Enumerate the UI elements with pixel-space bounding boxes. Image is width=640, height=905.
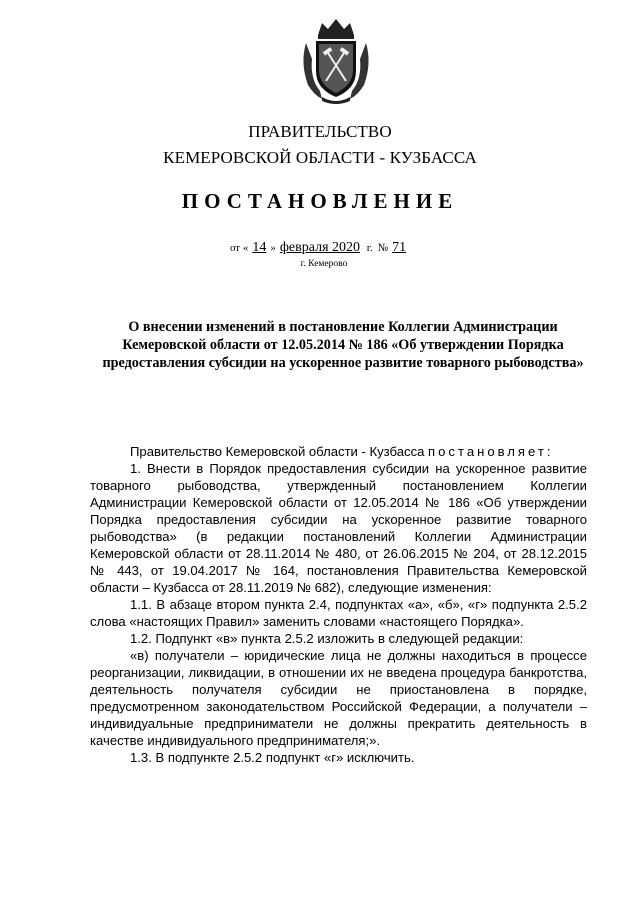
date-day: 14 <box>252 240 267 255</box>
date-year-suffix: г. <box>366 242 373 254</box>
paragraph-1-1: 1.1. В абзаце втором пункта 2.4, подпунктах «а», «б», «г» подпункта 2.5.2 слова «настоящих Правил» заменить словами «настоящего Порядка». <box>90 597 587 629</box>
document-number: 71 <box>392 240 407 255</box>
date-number-line <box>0 240 640 256</box>
intro-paragraph <box>90 443 587 460</box>
city-name: г. Кемерово <box>300 259 348 269</box>
coat-of-arms-emblem <box>296 13 376 105</box>
paragraph-1-2-quote: «в) получатели – юридические лица не должны находиться в процессе реорганизации, ликвидации, в отношении их не введена процедура банкротства, деятельность получателя субсидии не приостановлена в порядке, предусмотренном законодательством Российской Федерации, а получатели – индивидуальные предприниматели не должны прекратить деятельность в качестве индивидуального предпринимателя;». <box>90 648 587 748</box>
document-title: О внесении изменений в постановление Коллегии Администрации Кемеровской области от 12.05.2014 № 186 «Об утверждении Порядка предоставления субсидии на ускоренное развитие товарного рыбоводства» <box>102 319 584 371</box>
paragraph-1-2: 1.2. Подпункт «в» пункта 2.5.2 изложить в следующей редакции: <box>130 631 524 646</box>
number-label: № <box>377 242 389 254</box>
paragraph-1-3: 1.3. В подпункте 2.5.2 подпункт «г» исключить. <box>130 750 415 765</box>
date-month-year: февраля 2020 <box>279 240 361 255</box>
paragraph-1: 1. Внести в Порядок предоставления субсидии на ускоренное развитие товарного рыбоводства, утвержденный постановлением Коллегии Администрации Кемеровской области от 12.05.2014 № 186 «Об утверждении Порядка предоставления субсидии на ускоренное развитие товарного рыбоводства» (в редакции постановлений Коллегии Администрации Кемеровской области от 28.11.2014 № 480, от 26.06.2015 № 204, от 28.12.2015 № 443, от 19.04.2017 № 164, постановления Правительства Кемеровской области – Кузбасса от 28.11.2019 № 682), следующие изменения: <box>90 461 587 595</box>
government-title: ПРАВИТЕЛЬСТВО <box>248 122 392 141</box>
date-prefix: от « <box>229 242 249 254</box>
region-title: КЕМЕРОВСКОЙ ОБЛАСТИ - КУЗБАССА <box>163 148 477 167</box>
document-type-heading: ПОСТАНОВЛЕНИЕ <box>181 189 459 213</box>
intro-prefix: Правительство Кемеровской области - Кузбасса <box>130 444 425 459</box>
intro-resolution-word: постановляет: <box>428 444 554 459</box>
date-mid: » <box>270 242 276 254</box>
document-body <box>90 443 587 766</box>
